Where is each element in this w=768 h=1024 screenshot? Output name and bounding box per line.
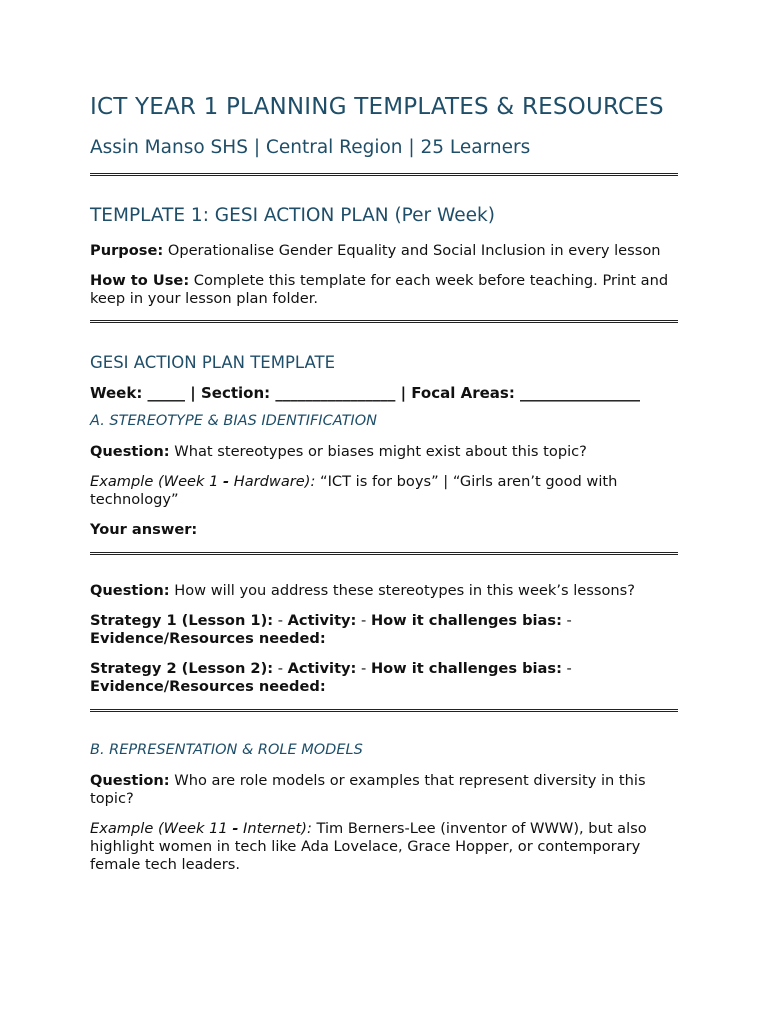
howto-label: How to Use: [90,272,190,289]
gesi-template-heading: GESI ACTION PLAN TEMPLATE [90,353,336,372]
question-label: Question: [90,443,170,460]
howto-paragraph [90,272,678,308]
strategy-separator: - [273,612,288,629]
strategy-separator: - [356,612,371,629]
question-address-stereotypes [90,582,678,600]
section-a-heading: A. STEREOTYPE & BIAS IDENTIFICATION [90,413,377,429]
example-week1 [90,473,678,509]
section-divider [90,552,678,555]
document-subtitle: Assin Manso SHS | Central Region | 25 Learners [90,137,531,158]
example-label [90,473,315,490]
question-text: How will you address these stereotypes in this week’s lessons? [169,582,636,599]
strategy-1-title: Strategy 1 (Lesson 1): [90,612,274,629]
strategy-separator: - [561,660,572,677]
strategy-separator: - [561,612,572,629]
example-label-dash: - [223,473,230,490]
example-label-dash: - [232,820,239,837]
purpose-text: Operationalise Gender Equality and Social Inclusion in every lesson [163,242,661,259]
question-text: What stereotypes or biases might exist about this topic? [169,443,587,460]
document-title: ICT YEAR 1 PLANNING TEMPLATES & RESOURCES [90,94,664,120]
strategy-1 [90,612,678,648]
example-label-part: Hardware): [229,473,316,490]
strategy-2-activity: Activity: [287,660,357,677]
your-answer [90,521,678,539]
section-divider [90,709,678,712]
week-section-fields: Week: _____ | Section: ________________ | Focal Areas: ________________ [90,384,641,402]
strategy-1-evidence: Evidence/Resources needed: [90,630,326,647]
your-answer-label: Your answer: [90,521,198,538]
example-text: “ICT is for boys” | “Girls aren’t good with technology” [90,473,618,508]
section-divider [90,173,678,176]
strategy-2-title: Strategy 2 (Lesson 2): [90,660,274,677]
strategy-1-challenge: How it challenges bias: [370,612,562,629]
example-text: Tim Berners-Lee (inventor of WWW), but also highlight women in tech like Ada Lovelace, Grace Hopper, or contemporary female tech leaders. [90,820,647,873]
question-role-models [90,772,678,808]
howto-text: Complete this template for each week before teaching. Print and keep in your lesson plan folder. [90,272,669,307]
strategy-separator: - [273,660,288,677]
example-week11 [90,820,678,874]
example-label-part: Internet): [238,820,312,837]
strategy-separator: - [356,660,371,677]
example-label [90,820,312,837]
template1-heading: TEMPLATE 1: GESI ACTION PLAN (Per Week) [90,205,495,226]
question-label: Question: [90,582,170,599]
strategy-2-challenge: How it challenges bias: [370,660,562,677]
section-divider [90,320,678,323]
section-b-heading: B. REPRESENTATION & ROLE MODELS [90,742,363,758]
question-text: Who are role models or examples that represent diversity in this topic? [90,772,646,807]
purpose-paragraph [90,242,678,260]
purpose-label: Purpose: [90,242,164,259]
example-label-part: Example (Week 11 [90,820,233,837]
strategy-2 [90,660,678,696]
document-page [90,92,678,874]
strategy-2-evidence: Evidence/Resources needed: [90,678,326,695]
strategy-1-activity: Activity: [287,612,357,629]
question-stereotypes [90,443,678,461]
example-label-part: Example (Week 1 [90,473,224,490]
question-label: Question: [90,772,170,789]
